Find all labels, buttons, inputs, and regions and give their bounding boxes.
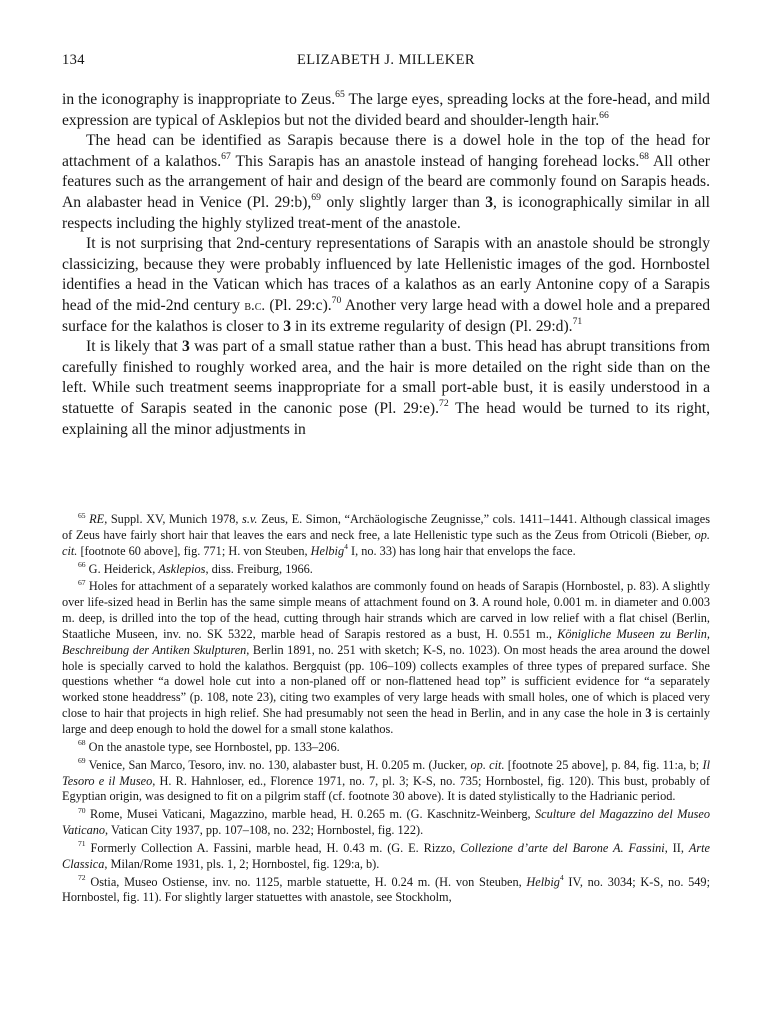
catalog-ref: 3	[182, 338, 190, 356]
footnote-66: $^{66}$ G. Heiderick, Asklepios, diss. Freiburg, 1966.	[78, 560, 313, 576]
body-paragraph-2: The head can be identified as Sarapis because there is a dowel hole in the top of the head for attachment of a kalathos.$^{67}$ This Sarapis has an anastole instead of hanging forehead locks.$^{68}$ All other features such as the arrangement of hair and design of the beard are commonly found on Sarapis heads. An alabaster head in Venice (Pl. 29:b),$^{69}$ only slightly larger than 3, is iconographically similar in all respects including the highly stylized treat-ment of the anastole.	[62, 132, 710, 232]
footnote-ref-69[interactable]: 69	[311, 192, 321, 204]
running-head	[62, 52, 710, 74]
footnote-65: $^{65}$ RE, Suppl. XV, Munich 1978, s.v. Zeus, E. Simon, “Archäologische Zeugnisse,” cols. 1411–1441. Although classical images of Zeus have fairly short hair that leaves the ears and neck free, a late Hellenistic type such as the Zeus from Otricoli (Bieber, op. cit. [footnote 60 above], fig. 771; H. von Steuben, Helbig$^4$ I, no. 33) has long hair that envelops the face.	[62, 510, 710, 558]
footnote-ref-71[interactable]: 71	[572, 315, 583, 327]
footnote-71: $^{71}$ Formerly Collection A. Fassini, marble head, H. 0.43 m. (G. E. Rizzo, Collezione d’arte del Barone A. Fassini, II, Arte Classica, Milan/Rome 1931, pls. 1, 2; Hornbostel, fig. 129:a, b).	[62, 839, 710, 871]
page-number: 134	[62, 52, 85, 68]
body-paragraph-4: It is likely that 3 was part of a small statue rather than a bust. This head has abrupt transitions from carefully finished to roughly worked area, and the hair is more detailed on the right side than on the left. While such treatment seems inappropriate for a small port-able bust, it is easily understood in a statuette of Sarapis seated in the canonic pose (Pl. 29:e).$^{72}$ The head would be turned to its right, explaining all the minor adjustments in	[62, 338, 710, 438]
footnote-ref-66[interactable]: 66	[599, 109, 609, 121]
footnote-67: $^{67}$ Holes for attachment of a separately worked kalathos are commonly found on heads of Sarapis (Hornbostel, p. 83). A slightly over life-sized head in Berlin has the same simple means of attachment found on 3. A round hole, 0.001 m. in diameter and 0.003 m. deep, is drilled into the top of the head, cutting through hair strands which are carved in low relief with a flat chisel (Berlin, Staatliche Museen, inv. no. SK 5322, marble head of Sarapis restored as a bust, H. 0.551 m., Königliche Museen zu Berlin, Beschreibung der Antiken Skulpturen, Berlin 1891, no. 251 with sketch; K-S, no. 1023). On most heads the area around the dowel hole is specially carved to hold the kalathos. Bergquist (pp. 106–109) collects examples of three types of prepared surface. She questions whether “a dowel hole cut into a non-planed off or non-flattened head top” is sufficient evidence for “a separately worked stone headdress” (p. 108, note 23), citing two examples of very large heads with small holes, one of which is placed very close to hair that projects in high relief. She had presumably not seen the head in Berlin, and in any case the hole in 3 is certainly large and deep enough to hold the dowel for a small stone kalathos.	[62, 577, 711, 736]
body-text	[62, 90, 710, 440]
era-abbreviation: b.c.	[244, 297, 266, 314]
footnote-ref-72[interactable]: 72	[439, 398, 449, 410]
footnote-ref-68[interactable]: 68	[639, 151, 649, 163]
footnote-ref-70[interactable]: 70	[331, 295, 342, 307]
footnote-ref-65[interactable]: 65	[335, 89, 345, 101]
author-running-head: ELIZABETH J. MILLEKER	[297, 52, 475, 68]
footnotes	[62, 512, 710, 908]
footnote-69: $^{69}$ Venice, San Marco, Tesoro, inv. no. 130, alabaster bust, H. 0.205 m. (Jucker, op. cit. [footnote 25 above], p. 84, fig. 11:a, b; Il Tesoro e il Museo, H. R. Hahnloser, ed., Florence 1971, no. 7, pl. 3; K-S, no. 735; Hornbostel, fig. 120). This bust, probably of Egyptian origin, was designed to fit on a pilgrim staff (cf. footnote 30 above). It is dated stylistically to the Hadrianic period.	[62, 756, 710, 804]
footnote-70: $^{70}$ Rome, Musei Vaticani, Magazzino, marble head, H. 0.265 m. (G. Kaschnitz-Weinberg, Sculture del Magazzino del Museo Vaticano, Vatican City 1937, pp. 107–108, no. 232; Hornbostel, fig. 122).	[62, 805, 710, 838]
footnote-72: $^{72}$ Ostia, Museo Ostiense, inv. no. 1125, marble statuette, H. 0.24 m. (H. von Steuben, Helbig$^4$ IV, no. 3034; K-S, no. 549; Hornbostel, fig. 11). For slightly larger statuettes with anastole, see Stockholm,	[62, 873, 710, 905]
catalog-ref: 3	[485, 193, 494, 211]
body-paragraph-1: in the iconography is inappropriate to Zeus.$^{65}$ The large eyes, spreading locks at the fore-head, and mild expression are typical of Asklepios but not the divided beard and shoulder-length hair.$^{66}$	[62, 89, 710, 129]
body-paragraph-3: It is not surprising that 2nd-century representations of Sarapis with an anastole should be strongly classicizing, because they were probably influenced by late Hellenistic images of the god. Hornbostel identifies a head in the Vatican which has traces of a kalathos as an early Antonine copy of a Sarapis head of the mid-2nd century b.c. (Pl. 29:c).$^{70}$ Another very large head with a dowel hole and a prepared surface for the kalathos is closer to 3 in its extreme regularity of design (Pl. 29:d).$^{71}$	[62, 235, 710, 335]
footnote-68: $^{68}$ On the anastole type, see Hornbostel, pp. 133–206.	[78, 738, 340, 754]
catalog-ref: 3	[283, 317, 292, 335]
footnote-ref-67[interactable]: 67	[221, 151, 231, 163]
